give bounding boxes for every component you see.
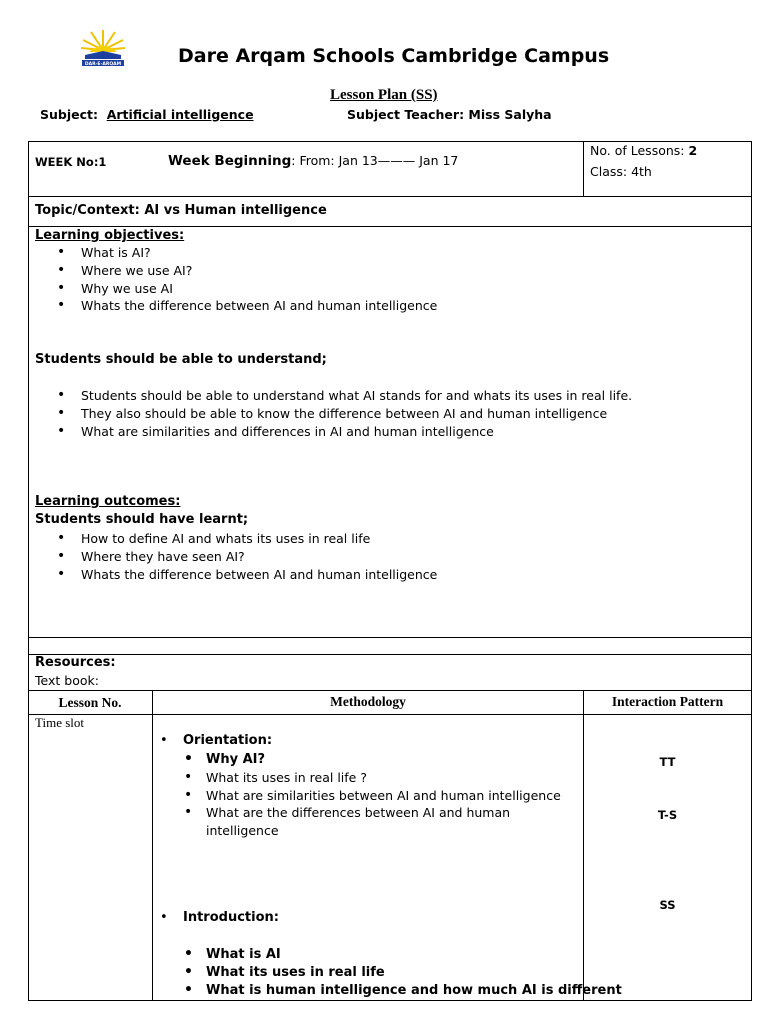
objectives-heading: Learning objectives: (35, 228, 185, 243)
understand-list (35, 387, 632, 440)
outcomes-heading: Learning outcomes: (35, 494, 181, 509)
objectives-list (35, 244, 437, 315)
svg-text:DAR-E-ARQAM: DAR-E-ARQAM (84, 62, 122, 67)
list-item: • What are similarities and differences in AI and human intelligence (35, 423, 632, 441)
column-divider (583, 690, 584, 1000)
list-item: • What is AI (153, 946, 581, 964)
table-border-right (751, 141, 752, 1001)
week-divider (583, 141, 584, 196)
lessons-label: No. of Lessons: (590, 143, 685, 158)
outcomes-list (35, 530, 437, 583)
school-logo (79, 28, 127, 68)
pattern-ss: SS (659, 898, 676, 912)
lessons-value: 2 (688, 143, 698, 158)
row-divider (28, 714, 752, 715)
text-book-label: Text book: (35, 673, 99, 688)
list-item: • Students should be able to understand what AI stands for and whats its uses in real life. (35, 387, 632, 405)
subject-teacher: Subject Teacher: Miss Salyha (347, 107, 552, 122)
list-item: • Why AI? (153, 751, 573, 769)
row-divider (28, 637, 752, 638)
col-methodology-header: Methodology (330, 694, 406, 709)
list-item: • What is AI? (35, 244, 437, 262)
topic-context: Topic/Context: AI vs Human intelligence (35, 203, 327, 218)
school-name: Dare Arqam Schools Cambridge Campus (178, 45, 610, 67)
row-divider (28, 690, 752, 691)
list-item: • They also should be able to know the difference between AI and human intelligence (35, 405, 632, 423)
week-beginning-value: : From: Jan 13——— Jan 17 (291, 153, 459, 168)
table-border-top (28, 141, 752, 142)
list-item: • Where they have seen AI? (35, 548, 437, 566)
resources-heading: Resources: (35, 655, 116, 670)
list-item: • What are similarities between AI and human intelligence (153, 787, 573, 805)
list-item: • Why we use AI (35, 280, 437, 298)
col-lesson-header: Lesson No. (58, 695, 122, 710)
week-beginning (168, 153, 458, 169)
lesson-plan-title: Lesson Plan (SS) (330, 87, 438, 103)
introduction-list (153, 946, 622, 999)
lessons-count (590, 143, 697, 158)
week-beginning-label: Week Beginning (168, 153, 292, 169)
row-divider (28, 196, 752, 197)
subject-label: Subject: (40, 107, 98, 122)
understand-heading: Students should be able to understand; (35, 352, 327, 367)
list-item: • Whats the difference between AI and human intelligence (35, 566, 437, 584)
pattern-ts: T-S (657, 808, 678, 822)
row-divider (28, 654, 752, 655)
row-divider (28, 226, 752, 227)
subject-line (40, 107, 254, 122)
subject-value: Artificial intelligence (106, 107, 254, 122)
list-item: • What are the differences between AI and human intelligence (153, 804, 526, 840)
orientation-list (153, 751, 573, 840)
list-item: • What its uses in real life (153, 964, 581, 982)
pattern-tt: TT (659, 755, 676, 769)
list-item: • What its uses in real life ? (153, 769, 573, 787)
week-number: WEEK No:1 (35, 155, 107, 169)
list-item: • Whats the difference between AI and human intelligence (35, 297, 437, 315)
table-border-bottom (28, 1000, 752, 1001)
list-item: • What is human intelligence and how much AI is different (153, 982, 581, 1000)
table-border-left (28, 141, 29, 1001)
class-label: Class: 4th (590, 164, 652, 179)
list-item: • How to define AI and whats its uses in real life (35, 530, 437, 548)
col-interaction-header: Interaction Pattern (611, 694, 724, 709)
outcomes-subheading: Students should have learnt; (35, 512, 249, 527)
time-slot: Time slot (35, 715, 85, 730)
list-item: • Where we use AI? (35, 262, 437, 280)
